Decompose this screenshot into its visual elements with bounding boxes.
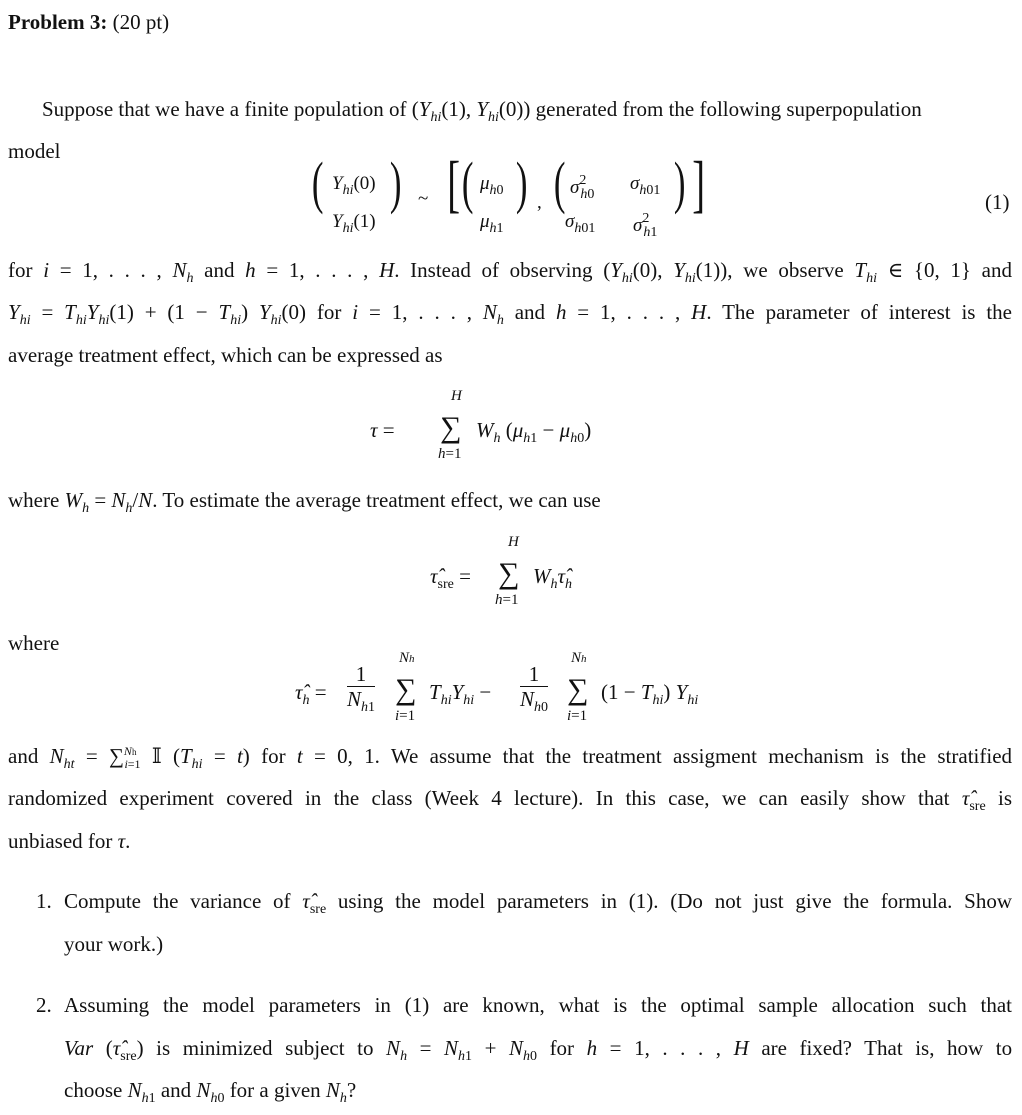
text-line-where-2: where <box>8 631 60 655</box>
text-line-randomized: randomized experiment covered in the class (Week 4 lecture). In this case, we can easily show that $\taû_{sre}$ is <box>8 786 1013 814</box>
text-line-nht: and $N_{ht} = \sum^{Nh}_{i=1}$ 𝕀 $(T_{hi} = t)$ for t = 0, 1. We assume that the treatment assigment mechanism is the stratified <box>8 744 1013 772</box>
question-2-number: 2. <box>36 993 52 1017</box>
text-line-where-w: where $W_h = N_h/N$. To estimate the average treatment effect, we can use <box>8 488 601 516</box>
problem-heading <box>8 10 169 35</box>
question-1-number: 1. <box>36 889 52 913</box>
equation-1-label: (1) <box>985 190 1010 214</box>
question-1-line-2: your work.) <box>64 932 164 956</box>
question-1-line-1: Compute the variance of $\taû_{sre}$ using the model parameters in (1). (Do not just give the formula. Show <box>64 889 1013 917</box>
question-2-line-3: choose $N_{h1}$ and $N_{h0}$ for a given $N_h$? <box>64 1078 357 1106</box>
equation-tau-h: $\taû_h$ = $\frac{1}{N_{h1}}$ Nh ∑ i=1 $T_{hi}Y_{hi}$ − $\frac{1}{N_{h0}}$ Nh ∑ i=1 $(1 - T_{hi})$ $Y_{hi}$ <box>295 650 699 724</box>
question-2-line-2: Var $(\taû_{sre})$ is minimized subject to $N_h = N_{h1} + N_{h0}$ for h = 1, . . . , H are fixed? That is, how to <box>64 1036 1013 1064</box>
intro-line-1: Suppose that we have a finite population of ($Y_{hi}(1)$, $Y_{hi}(0)$) generated from the following superpopulation <box>42 97 922 125</box>
problem-points: (20 pt) <box>112 10 170 34</box>
problem-label: Problem 3: <box>8 10 108 34</box>
text-line-unbiased: unbiased for τ. <box>8 829 131 853</box>
text-line-yhi: $Y_{hi} = T_{hi}Y_{hi}(1) + (1 - T_{hi})$ $Y_{hi}(0)$ for i = 1, . . . , $N_h$ and h = 1, . . . , H. The parameter of interest is the <box>8 300 1013 328</box>
equation-tau-sre: $\taû_{sre}$ = H ∑ h=1 $W_h\taû_h$ <box>430 534 573 608</box>
text-line-for-i: for i = 1, . . . , $N_h$ and h = 1, . . . , H. Instead of observing ($Y_{hi}(0)$, $Y_{hi}(1)$), we observe $T_{hi}$ ∈ {0, 1} and <box>8 258 1012 286</box>
intro-line-2: model <box>8 139 61 163</box>
equation-tau: τ = H ∑ h=1 $W_h$ $(\mu_{h1} - \mu_{h0})$ <box>370 388 592 462</box>
text-line-ate: average treatment effect, which can be expressed as <box>8 343 443 367</box>
equation-1: ( $Y_{hi}(0)$ $Y_{hi}(1)$ ) ~ [ ( $\mu_{h0}$ $\mu_{h1}$ ) , ( $\sigma^2_{h0}$ $\sigma_{h01}$ $\sigma_{h01}$ $\sigma^2_{h1}$ ) ] <box>311 148 706 240</box>
question-2-line-1: Assuming the model parameters in (1) are known, what is the optimal sample allocation such that <box>64 993 1012 1017</box>
